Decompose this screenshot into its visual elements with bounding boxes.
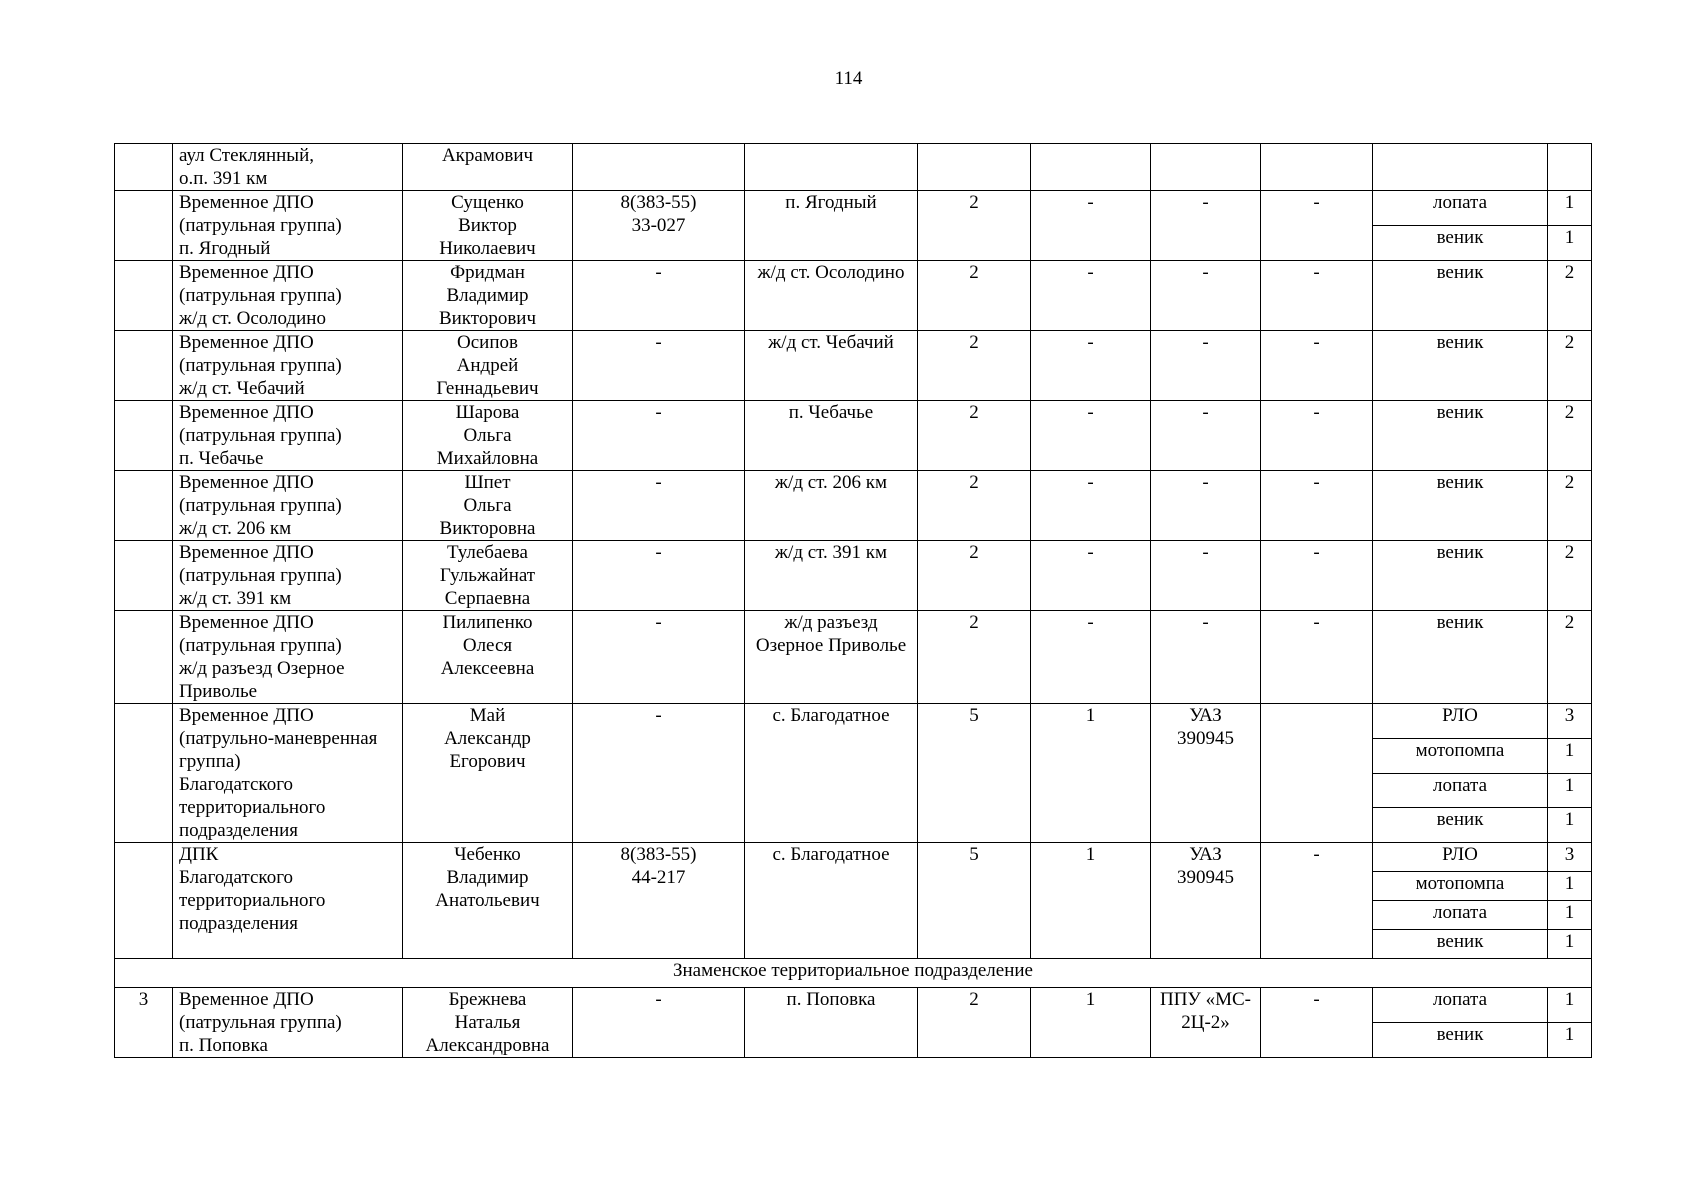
cell-line: - — [655, 612, 662, 633]
table-row — [115, 611, 1592, 704]
equipment-count-cell — [1548, 144, 1592, 191]
cell-line: п. Чебачье — [179, 448, 264, 469]
vehicle-count-cell: 1 — [1031, 988, 1151, 1058]
row-number-cell — [115, 144, 173, 191]
equipment-count-cell: 3 — [1548, 704, 1592, 739]
unit-name-cell — [173, 401, 403, 471]
cell-line: Геннадьевич — [436, 378, 539, 399]
cell-line: (патрульно-маневренная — [179, 728, 378, 749]
cell-line: Ольга — [463, 495, 512, 516]
table-body — [115, 144, 1592, 1058]
equipment-name-cell: РЛО — [1373, 704, 1548, 739]
cell-line: ж/д ст. Осолодино — [179, 308, 326, 329]
cell-line: - — [1202, 542, 1209, 563]
cell-line: Гульжайнат — [439, 565, 536, 586]
equipment-count-cell: 2 — [1548, 331, 1592, 401]
cell-line: Сущенко — [451, 192, 524, 213]
phone-cell — [573, 401, 745, 471]
cell-line: Викторовна — [439, 518, 536, 539]
equipment-name-cell — [1373, 144, 1548, 191]
cell-line: (патрульная группа) — [179, 1012, 342, 1033]
cell-line: ж/д ст. Осолодино — [757, 262, 905, 283]
cell-line: Пилипенко — [442, 612, 533, 633]
people-count-cell: 2 — [918, 261, 1031, 331]
vehicle-count-cell: - — [1031, 401, 1151, 471]
unit-name-cell — [173, 611, 403, 704]
location-cell — [745, 401, 918, 471]
phone-cell — [573, 191, 745, 261]
people-count-cell: 2 — [918, 401, 1031, 471]
location-cell — [745, 611, 918, 704]
table-row — [115, 331, 1592, 401]
phone-cell — [573, 611, 745, 704]
cell-line: - — [1202, 472, 1209, 493]
cell-line: 44-217 — [631, 867, 686, 888]
phone-cell — [573, 541, 745, 611]
cell-line: ж/д ст. 206 км — [179, 518, 292, 539]
vehicle-type-cell — [1151, 704, 1261, 843]
cell-line: ж/д ст. Чебачий — [768, 332, 894, 353]
equipment-count-cell: 1 — [1548, 773, 1592, 808]
phone-cell — [573, 261, 745, 331]
extra-cell: - — [1261, 541, 1373, 611]
unit-name-cell — [173, 471, 403, 541]
person-cell — [403, 541, 573, 611]
cell-line: 8(383-55) — [620, 844, 697, 865]
equipment-name-cell: веник — [1373, 401, 1548, 471]
vehicle-count-cell: 1 — [1031, 843, 1151, 959]
person-cell — [403, 471, 573, 541]
location-cell — [745, 843, 918, 959]
table-row — [115, 191, 1592, 226]
unit-name-cell — [173, 331, 403, 401]
cell-line: ж/д ст. Чебачий — [179, 378, 305, 399]
extra-cell: - — [1261, 261, 1373, 331]
people-count-cell — [918, 144, 1031, 191]
cell-line: ж/д разъезд — [784, 612, 878, 633]
cell-line: территориального — [179, 797, 326, 818]
extra-cell: - — [1261, 843, 1373, 959]
equipment-count-cell: 1 — [1548, 191, 1592, 226]
cell-line: Приволье — [179, 681, 258, 702]
vehicle-type-cell — [1151, 144, 1261, 191]
cell-line: ДПК — [179, 844, 219, 865]
cell-line: (патрульная группа) — [179, 635, 342, 656]
cell-line: Шпет — [464, 472, 511, 493]
cell-line: Михайловна — [436, 448, 539, 469]
vehicle-type-cell — [1151, 988, 1261, 1058]
cell-line: - — [1202, 192, 1209, 213]
data-table — [114, 143, 1592, 1058]
vehicle-count-cell: - — [1031, 471, 1151, 541]
equipment-name-cell: мотопомпа — [1373, 872, 1548, 901]
table-row — [115, 471, 1592, 541]
extra-cell: - — [1261, 401, 1373, 471]
table-row — [115, 704, 1592, 739]
cell-line: Временное ДПО — [179, 332, 314, 353]
equipment-name-cell: мотопомпа — [1373, 738, 1548, 773]
phone-cell — [573, 843, 745, 959]
cell-line: Май — [469, 705, 506, 726]
people-count-cell: 2 — [918, 331, 1031, 401]
cell-line: п. Поповка — [786, 989, 876, 1010]
cell-line: с. Благодатное — [772, 844, 890, 865]
equipment-name-cell: веник — [1373, 471, 1548, 541]
vehicle-count-cell: - — [1031, 191, 1151, 261]
cell-line: Временное ДПО — [179, 542, 314, 563]
cell-line: Анатольевич — [435, 890, 540, 911]
equipment-name-cell: веник — [1373, 808, 1548, 843]
vehicle-count-cell: - — [1031, 331, 1151, 401]
equipment-name-cell: веник — [1373, 541, 1548, 611]
phone-cell — [573, 144, 745, 191]
people-count-cell: 2 — [918, 541, 1031, 611]
vehicle-count-cell: - — [1031, 611, 1151, 704]
equipment-count-cell: 1 — [1548, 930, 1592, 959]
location-cell — [745, 471, 918, 541]
extra-cell: - — [1261, 471, 1373, 541]
equipment-count-cell: 1 — [1548, 901, 1592, 930]
row-number-cell — [115, 191, 173, 261]
cell-line: ж/д разъезд Озерное — [179, 658, 345, 679]
cell-line: (патрульная группа) — [179, 425, 342, 446]
equipment-count-cell: 1 — [1548, 872, 1592, 901]
cell-line: Тулебаева — [447, 542, 528, 563]
cell-line: (патрульная группа) — [179, 355, 342, 376]
cell-line: Алексеевна — [440, 658, 535, 679]
vehicle-type-cell — [1151, 261, 1261, 331]
cell-line: Ольга — [463, 425, 512, 446]
cell-line: Временное ДПО — [179, 472, 314, 493]
people-count-cell: 2 — [918, 471, 1031, 541]
cell-line: группа) — [179, 751, 241, 772]
cell-line: Серпаевна — [444, 588, 531, 609]
unit-name-cell — [173, 843, 403, 959]
equipment-count-cell: 1 — [1548, 988, 1592, 1023]
page-number: 114 — [834, 68, 863, 89]
cell-line: Временное ДПО — [179, 192, 314, 213]
equipment-name-cell: лопата — [1373, 988, 1548, 1023]
cell-line: ж/д ст. 391 км — [774, 542, 888, 563]
cell-line: 2Ц-2» — [1181, 1012, 1230, 1033]
unit-name-cell — [173, 144, 403, 191]
cell-line: (патрульная группа) — [179, 565, 342, 586]
location-cell — [745, 191, 918, 261]
cell-line: - — [655, 542, 662, 563]
cell-line: подразделения — [179, 820, 298, 841]
cell-line: Временное ДПО — [179, 705, 314, 726]
unit-name-cell — [173, 541, 403, 611]
cell-line: - — [1202, 332, 1209, 353]
cell-line: п. Поповка — [179, 1035, 268, 1056]
row-number-cell — [115, 401, 173, 471]
unit-name-cell — [173, 191, 403, 261]
equipment-count-cell: 2 — [1548, 471, 1592, 541]
extra-cell: - — [1261, 191, 1373, 261]
row-number-cell — [115, 261, 173, 331]
people-count-cell: 2 — [918, 191, 1031, 261]
cell-line: Брежнева — [448, 989, 527, 1010]
cell-line: 8(383-55) — [620, 192, 697, 213]
equipment-name-cell: лопата — [1373, 773, 1548, 808]
vehicle-type-cell — [1151, 541, 1261, 611]
equipment-count-cell: 2 — [1548, 401, 1592, 471]
location-cell — [745, 331, 918, 401]
location-cell — [745, 704, 918, 843]
equipment-name-cell: веник — [1373, 1023, 1548, 1058]
cell-line: Наталья — [454, 1012, 521, 1033]
cell-line: Александровна — [425, 1035, 550, 1056]
equipment-name-cell: веник — [1373, 331, 1548, 401]
phone-cell — [573, 988, 745, 1058]
location-cell — [745, 261, 918, 331]
cell-line: Владимир — [446, 867, 529, 888]
people-count-cell: 5 — [918, 843, 1031, 959]
person-cell — [403, 401, 573, 471]
table-row — [115, 401, 1592, 471]
cell-line: - — [655, 262, 662, 283]
extra-cell: - — [1261, 331, 1373, 401]
cell-line: Временное ДПО — [179, 402, 314, 423]
cell-line: Шарова — [455, 402, 520, 423]
equipment-count-cell: 1 — [1548, 738, 1592, 773]
cell-line: Владимир — [446, 285, 529, 306]
cell-line: Фридман — [450, 262, 525, 283]
vehicle-type-cell — [1151, 331, 1261, 401]
cell-line: Озерное Приволье — [755, 635, 907, 656]
cell-line: - — [1202, 262, 1209, 283]
row-number-cell — [115, 541, 173, 611]
cell-line: аул Стеклянный, — [179, 145, 314, 166]
cell-line: ж/д ст. 206 км — [774, 472, 888, 493]
cell-line: Виктор — [458, 215, 517, 236]
cell-line: - — [655, 472, 662, 493]
vehicle-type-cell — [1151, 471, 1261, 541]
cell-line: с. Благодатное — [772, 705, 890, 726]
cell-line: (патрульная группа) — [179, 215, 342, 236]
phone-cell — [573, 704, 745, 843]
equipment-name-cell: веник — [1373, 930, 1548, 959]
equipment-name-cell: веник — [1373, 226, 1548, 261]
cell-line: - — [1202, 402, 1209, 423]
vehicle-type-cell — [1151, 191, 1261, 261]
cell-line: Александр — [444, 728, 531, 749]
cell-line: территориального — [179, 890, 326, 911]
cell-line: Чебенко — [454, 844, 521, 865]
cell-line: Временное ДПО — [179, 262, 314, 283]
people-count-cell: 2 — [918, 988, 1031, 1058]
unit-name-cell — [173, 988, 403, 1058]
cell-line: ППУ «МС- — [1159, 989, 1252, 1010]
vehicle-type-cell — [1151, 611, 1261, 704]
row-number-cell — [115, 331, 173, 401]
equipment-count-cell: 2 — [1548, 541, 1592, 611]
equipment-count-cell: 1 — [1548, 1023, 1592, 1058]
cell-line: Благодатского — [179, 867, 294, 888]
cell-line: о.п. 391 км — [179, 168, 268, 189]
table-row — [115, 843, 1592, 872]
equipment-count-cell: 2 — [1548, 611, 1592, 704]
person-cell — [403, 843, 573, 959]
cell-line: Временное ДПО — [179, 612, 314, 633]
table-row — [115, 988, 1592, 1023]
equipment-name-cell: РЛО — [1373, 843, 1548, 872]
cell-line: ж/д ст. 391 км — [179, 588, 292, 609]
cell-line: (патрульная группа) — [179, 495, 342, 516]
cell-line: - — [1202, 612, 1209, 633]
person-cell — [403, 144, 573, 191]
phone-cell — [573, 331, 745, 401]
cell-line: п. Ягодный — [785, 192, 877, 213]
extra-cell — [1261, 704, 1373, 843]
equipment-name-cell: веник — [1373, 261, 1548, 331]
equipment-name-cell: веник — [1373, 611, 1548, 704]
row-number-cell — [115, 843, 173, 959]
equipment-count-cell: 3 — [1548, 843, 1592, 872]
cell-line: (патрульная группа) — [179, 285, 342, 306]
cell-line: - — [655, 402, 662, 423]
equipment-count-cell: 1 — [1548, 808, 1592, 843]
cell-line: Временное ДПО — [179, 989, 314, 1010]
equipment-name-cell: лопата — [1373, 901, 1548, 930]
location-cell — [745, 144, 918, 191]
person-cell — [403, 988, 573, 1058]
cell-line: УАЗ — [1189, 705, 1222, 726]
unit-name-cell — [173, 261, 403, 331]
cell-line: УАЗ — [1189, 844, 1222, 865]
cell-line: 390945 — [1177, 728, 1234, 749]
cell-line: Андрей — [456, 355, 519, 376]
row-number-cell — [115, 611, 173, 704]
vehicle-count-cell: - — [1031, 261, 1151, 331]
cell-line: п. Чебачье — [788, 402, 874, 423]
vehicle-type-cell — [1151, 401, 1261, 471]
table-row — [115, 261, 1592, 331]
people-count-cell: 2 — [918, 611, 1031, 704]
vehicle-count-cell: 1 — [1031, 704, 1151, 843]
cell-line: - — [655, 705, 662, 726]
row-number-cell — [115, 704, 173, 843]
extra-cell — [1261, 144, 1373, 191]
vehicle-count-cell: - — [1031, 541, 1151, 611]
cell-line: 33-027 — [631, 215, 686, 236]
section-title: Знаменское территориальное подразделение — [115, 959, 1592, 988]
section-row — [115, 959, 1592, 988]
cell-line: Николаевич — [439, 238, 536, 259]
person-cell — [403, 704, 573, 843]
cell-line: Викторович — [438, 308, 537, 329]
location-cell — [745, 988, 918, 1058]
phone-cell — [573, 471, 745, 541]
equipment-count-cell: 1 — [1548, 226, 1592, 261]
unit-name-cell — [173, 704, 403, 843]
cell-line: Олеся — [462, 635, 513, 656]
extra-cell: - — [1261, 611, 1373, 704]
person-cell — [403, 611, 573, 704]
equipment-count-cell: 2 — [1548, 261, 1592, 331]
cell-line: Осипов — [457, 332, 518, 353]
cell-line: подразделения — [179, 913, 298, 934]
extra-cell: - — [1261, 988, 1373, 1058]
cell-line: п. Ягодный — [179, 238, 271, 259]
person-cell — [403, 191, 573, 261]
cell-line: Благодатского — [179, 774, 294, 795]
cell-line: 390945 — [1177, 867, 1234, 888]
vehicle-count-cell — [1031, 144, 1151, 191]
equipment-name-cell: лопата — [1373, 191, 1548, 226]
cell-line: Акрамович — [441, 145, 534, 166]
person-cell — [403, 261, 573, 331]
row-number-cell: 3 — [115, 988, 173, 1058]
cell-line: - — [655, 989, 662, 1010]
location-cell — [745, 541, 918, 611]
table-row — [115, 144, 1592, 191]
cell-line: Егорович — [449, 751, 526, 772]
person-cell — [403, 331, 573, 401]
cell-line: - — [655, 332, 662, 353]
vehicle-type-cell — [1151, 843, 1261, 959]
table-row — [115, 541, 1592, 611]
row-number-cell — [115, 471, 173, 541]
people-count-cell: 5 — [918, 704, 1031, 843]
